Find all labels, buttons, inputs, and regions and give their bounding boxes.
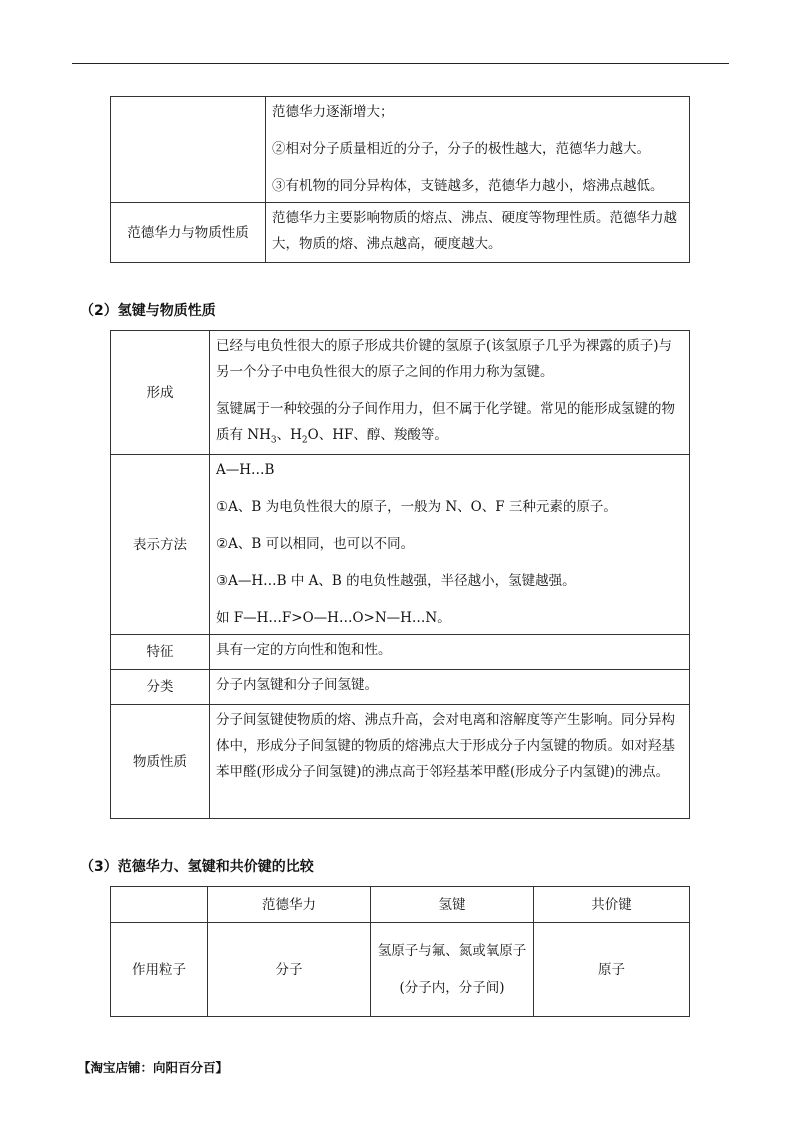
header-vdw: 范德华力 <box>208 887 371 923</box>
classification-text: 分子内氢键和分子间氢键。 <box>210 670 690 705</box>
property-text: 分子间氢键使物质的熔、沸点升高，会对电离和溶解度等产生影响。同分异构体中，形成分子间氢键的物质的熔沸点大于形成分子内氢键的物质。如对羟基苯甲醛(形成分子间氢键)的沸点高于邻羟基苯甲醛(形成分子内氢键)的沸点。 <box>210 705 690 819</box>
header-covalent: 共价键 <box>534 887 690 923</box>
hbond-table <box>110 330 690 819</box>
feature-text: 具有一定的方向性和饱和性。 <box>210 635 690 670</box>
vdw-property-label: 范德华力与物质性质 <box>111 203 266 263</box>
header-empty <box>111 887 208 923</box>
vdw-table <box>110 96 690 263</box>
header-hbond: 氢键 <box>371 887 534 923</box>
representation-text: A—H…B ①A、B 为电负性很大的原子，一般为 N、O、F 三种元素的原子。 ②A、B 可以相同，也可以不同。 ③A—H…B 中 A、B 的电负性越强，半径越小，氢键越强。 如 F—H…F>O—H…O>N—H…N。 <box>210 455 690 635</box>
particle-covalent: 原子 <box>534 923 690 1017</box>
section-2-title: （2）氢键与物质性质 <box>80 303 216 319</box>
formation-text: 已经与电负性很大的原子形成共价键的氢原子(该氢原子几乎为裸露的质子)与另一个分子中电负性很大的原子之间的作用力称为氢键。 氢键属于一种较强的分子间作用力，但不属于化学键。常见的能形成氢键的物质有 $NH_3$、$H_2O$、HF、醇、羧酸等。 <box>210 331 690 455</box>
particle-label: 作用粒子 <box>111 923 208 1017</box>
particle-hbond: 氢原子与氟、氮或氧原子 (分子内，分子间) <box>371 923 534 1017</box>
feature-label: 特征 <box>111 635 210 670</box>
footer-store: 【淘宝店铺：向阳百分百】 <box>78 1060 229 1075</box>
classification-label: 分类 <box>111 670 210 705</box>
formation-label: 形成 <box>111 331 210 455</box>
property-label: 物质性质 <box>111 705 210 819</box>
comparison-table <box>110 886 690 1017</box>
vdw-trend-cell: 范德华力逐渐增大； ②相对分子质量相近的分子，分子的极性越大，范德华力越大。 ③有机物的同分异构体，支链越多，范德华力越小，熔沸点越低。 <box>266 97 690 203</box>
empty-label-cell <box>111 97 266 203</box>
particle-vdw: 分子 <box>208 923 371 1017</box>
representation-label: 表示方法 <box>111 455 210 635</box>
vdw-property-text: 范德华力主要影响物质的熔点、沸点、硬度等物理性质。范德华力越大，物质的熔、沸点越高，硬度越大。 <box>266 203 690 263</box>
section-3-title: （3）范德华力、氢键和共价键的比较 <box>80 859 314 875</box>
header-rule <box>72 63 729 64</box>
